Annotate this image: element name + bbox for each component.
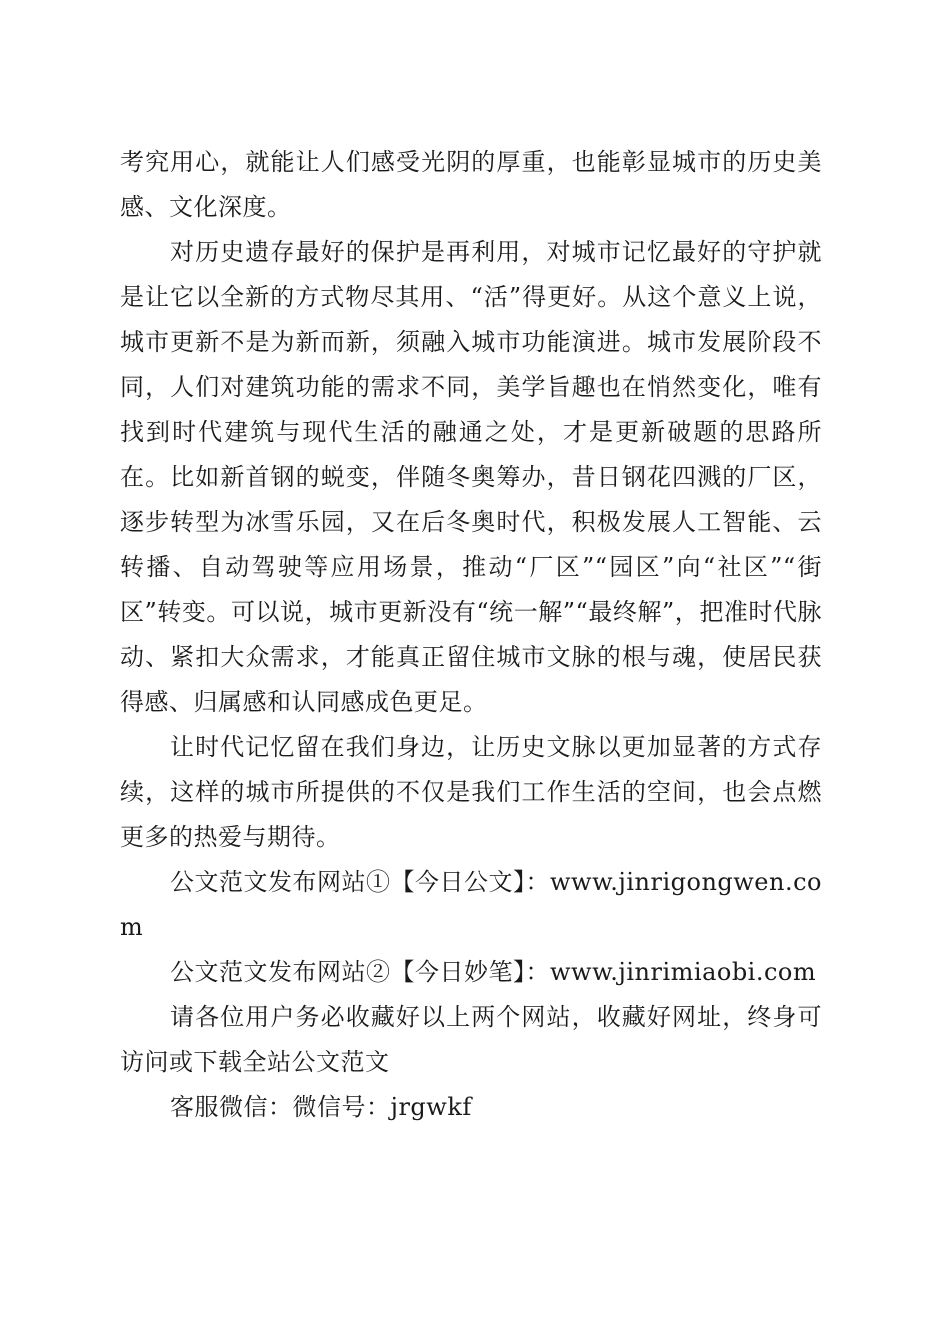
bookmark-notice: 请各位用户务必收藏好以上两个网站，收藏好网址，终身可访问或下载全站公文范文: [120, 1003, 822, 1076]
document-body: [120, 140, 822, 1130]
paragraph-conclusion: 让时代记忆留在我们身边，让历史文脉以更加显著的方式存续，这样的城市所提供的不仅是我们工作生活的空间，也会点燃更多的热爱与期待。: [120, 733, 822, 851]
paragraph-continuation: 考究用心，就能让人们感受光阴的厚重，也能彰显城市的历史美感、文化深度。: [120, 148, 822, 221]
website-one-line: 公文范文发布网站①【今日公文】：www.jinrigongwen.com: [120, 868, 822, 941]
paragraph-urban-renewal: 对历史遗存最好的保护是再利用，对城市记忆最好的守护就是让它以全新的方式物尽其用、“活”得更好。从这个意义上说，城市更新不是为新而新，须融入城市功能演进。城市发展阶段不同，人们对建筑功能的需求不同，美学旨趣也在悄然变化，唯有找到时代建筑与现代生活的融通之处，才是更新破题的思路所在。比如新首钢的蜕变，伴随冬奥筹办，昔日钢花四溅的厂区，逐步转型为冰雪乐园，又在后冬奥时代，积极发展人工智能、云转播、自动驾驶等应用场景，推动“厂区”“园区”向“社区”“街区”转变。可以说，城市更新没有“统一解”“最终解”，把准时代脉动、紧扣大众需求，才能真正留住城市文脉的根与魂，使居民获得感、归属感和认同感成色更足。: [120, 238, 822, 716]
customer-service-wechat: 客服微信：微信号：jrgwkf: [170, 1093, 472, 1121]
website-two-line: 公文范文发布网站②【今日妙笔】：www.jinrimiaobi.com: [170, 958, 817, 986]
